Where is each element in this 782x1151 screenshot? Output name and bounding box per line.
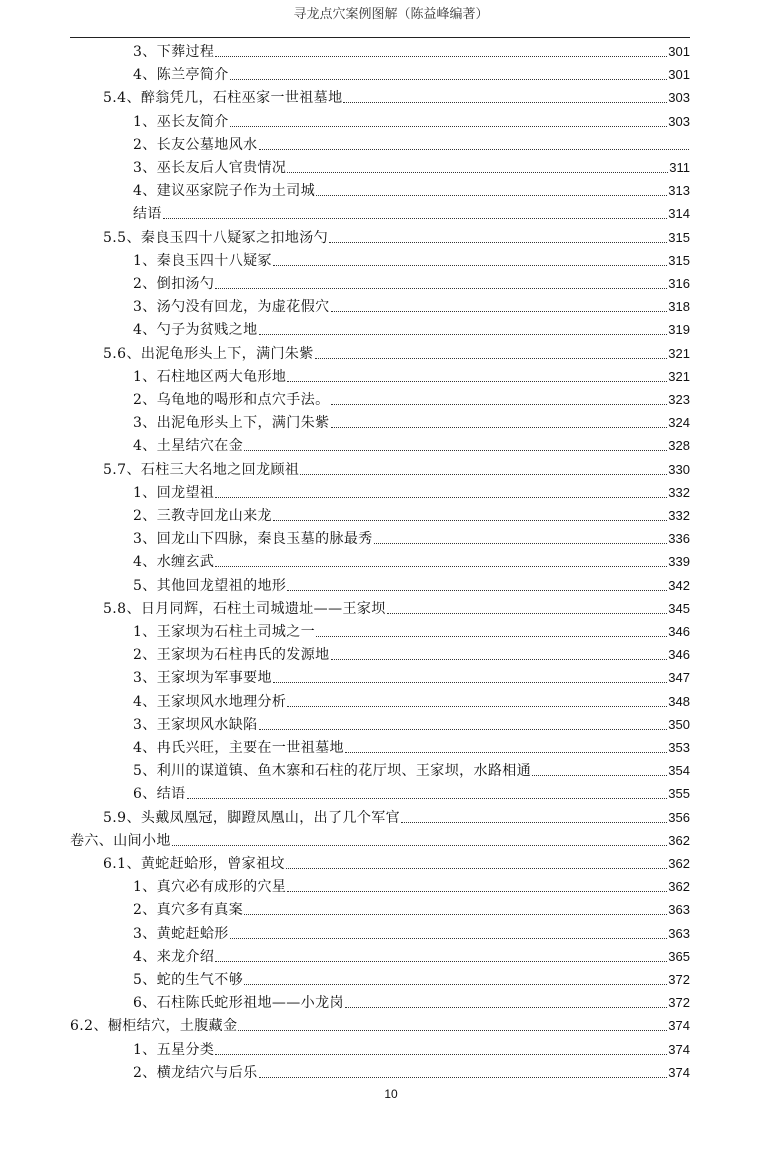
toc-leader-dots xyxy=(259,334,668,335)
toc-entry-page: 342 xyxy=(668,577,690,593)
toc-entry-title: 5.5、秦良玉四十八疑冢之扣地汤勺 xyxy=(103,229,329,246)
toc-entry-title: 3、王家坝为军事要地 xyxy=(133,670,272,687)
toc-leader-dots xyxy=(374,543,668,544)
toc-entry-title: 5.4、醉翁凭几，石柱巫家一世祖墓地 xyxy=(103,90,343,107)
toc-leader-dots xyxy=(273,682,667,683)
toc-entry[interactable] xyxy=(133,780,690,803)
toc-entry-page: 355 xyxy=(668,786,690,802)
toc-entry[interactable] xyxy=(133,502,690,525)
toc-entry-title: 2、乌龟地的喝形和点穴手法。 xyxy=(133,392,330,408)
toc-leader-dots xyxy=(259,1077,668,1078)
toc-entry-page: 348 xyxy=(668,693,690,709)
toc-entry-title: 1、王家坝为石柱土司城之一 xyxy=(133,624,316,640)
toc-entry[interactable] xyxy=(133,548,690,571)
toc-entry[interactable] xyxy=(133,61,690,84)
toc-entry-title: 6.2、橱柜结穴，土腹藏金 xyxy=(70,1018,238,1035)
toc-entry-title: 5、利川的谋道镇、鱼木寨和石柱的花厅坝、王家坝，水路相通 xyxy=(133,763,532,780)
toc-leader-dots xyxy=(345,752,667,753)
toc-entry-title: 5、其他回龙望祖的地形 xyxy=(133,577,287,594)
toc-entry-title: 结语 xyxy=(133,206,162,223)
toc-entry-page: 324 xyxy=(668,415,690,431)
toc-leader-dots xyxy=(215,961,667,962)
toc-entry-page: 321 xyxy=(668,345,690,361)
toc-entry-title: 1、回龙望祖 xyxy=(133,484,215,501)
toc-entry-title: 6、石柱陈氏蛇形祖地——小龙岗 xyxy=(133,995,344,1012)
toc-entry-page: 332 xyxy=(668,508,690,523)
toc-entry[interactable] xyxy=(133,108,690,131)
toc-leader-dots xyxy=(215,1054,667,1055)
toc-entry-page: 303 xyxy=(668,90,690,106)
toc-leader-dots xyxy=(187,798,668,799)
toc-leader-dots xyxy=(316,636,667,637)
toc-entry-page: 362 xyxy=(668,856,690,871)
toc-entry-page: 318 xyxy=(668,299,690,315)
toc-entry-page: 350 xyxy=(668,716,690,732)
toc-leader-dots xyxy=(215,56,667,57)
toc-entry-title: 5、蛇的生气不够 xyxy=(133,972,244,988)
toc-entry-page: 362 xyxy=(668,879,690,895)
toc-entry-title: 1、巫长友简介 xyxy=(133,113,229,130)
toc-entry-page: 319 xyxy=(668,322,690,338)
toc-entry-page: 372 xyxy=(668,972,690,987)
toc-leader-dots xyxy=(215,566,667,567)
toc-leader-dots xyxy=(230,938,668,939)
toc-leader-dots xyxy=(331,311,668,312)
toc-leader-dots xyxy=(230,126,668,127)
toc-leader-dots xyxy=(287,172,668,173)
toc-entry-title: 3、黄蛇赶蛤形 xyxy=(133,925,229,942)
toc-entry[interactable] xyxy=(133,131,690,154)
toc-entry[interactable] xyxy=(133,525,690,548)
toc-entry-page: 323 xyxy=(668,392,690,407)
toc-entry[interactable] xyxy=(70,1012,690,1035)
toc-leader-dots xyxy=(238,1030,667,1031)
toc-entry[interactable] xyxy=(133,293,690,316)
toc-leader-dots xyxy=(387,613,668,614)
toc-entry[interactable] xyxy=(133,896,690,919)
page-header: 寻龙点穴案例图解（陈益峰编著） xyxy=(293,7,489,22)
toc-entry-title: 2、长友公墓地风水 xyxy=(133,136,258,153)
toc-entry-page: 303 xyxy=(668,113,690,129)
toc-leader-dots xyxy=(316,195,667,196)
toc-entry-title: 4、陈兰亭简介 xyxy=(133,67,229,84)
toc-entry-page: 372 xyxy=(668,995,690,1011)
toc-entry[interactable] xyxy=(103,456,690,479)
toc-entry-page: 301 xyxy=(668,44,690,59)
toc-entry[interactable] xyxy=(103,804,690,827)
toc-entry-page: 346 xyxy=(668,624,690,639)
toc-entry-title: 1、石柱地区两大龟形地 xyxy=(133,368,287,385)
toc-entry-page: 374 xyxy=(668,1018,690,1034)
toc-entry-title: 3、汤勺没有回龙，为虚花假穴 xyxy=(133,299,330,316)
toc-entry-title: 6、结语 xyxy=(133,786,186,803)
toc-entry-page: 354 xyxy=(668,763,690,779)
toc-leader-dots xyxy=(244,450,667,451)
toc-entry[interactable] xyxy=(133,432,690,455)
toc-entry[interactable] xyxy=(133,873,690,896)
toc-entry-page: 347 xyxy=(668,670,690,686)
toc-entry-title: 2、倒扣汤勺 xyxy=(133,276,215,292)
toc-entry-title: 1、秦良玉四十八疑冢 xyxy=(133,252,272,269)
toc-entry-title: 5.8、日月同辉，石柱土司城遗址——王家坝 xyxy=(103,600,386,617)
toc-entry[interactable] xyxy=(133,38,690,61)
toc-entry-page: 328 xyxy=(668,438,690,454)
toc-entry-page: 374 xyxy=(668,1064,690,1080)
toc-leader-dots xyxy=(259,149,689,150)
toc-leader-dots xyxy=(287,590,667,591)
toc-entry-title: 1、五星分类 xyxy=(133,1041,215,1058)
toc-entry-page: 314 xyxy=(668,206,690,222)
toc-leader-dots xyxy=(401,822,667,823)
toc-leader-dots xyxy=(331,427,668,428)
toc-entry-page: 353 xyxy=(668,740,690,755)
toc-leader-dots xyxy=(287,706,667,707)
toc-entry[interactable] xyxy=(133,757,690,780)
toc-entry[interactable] xyxy=(133,664,690,687)
toc-entry-page: 332 xyxy=(668,484,690,500)
toc-entry[interactable] xyxy=(133,1059,690,1082)
toc-entry[interactable] xyxy=(133,711,690,734)
toc-entry-page: 346 xyxy=(668,647,690,663)
toc-leader-dots xyxy=(286,868,667,869)
toc-leader-dots xyxy=(215,288,667,289)
toc-entry[interactable] xyxy=(133,363,690,386)
toc-entry-page: 315 xyxy=(668,252,690,268)
toc-leader-dots xyxy=(230,79,668,80)
toc-entry[interactable] xyxy=(133,641,690,664)
toc-entry-page: 365 xyxy=(668,948,690,964)
toc-entry-title: 4、土星结穴在金 xyxy=(133,438,244,455)
toc-leader-dots xyxy=(287,891,667,892)
toc-entry[interactable] xyxy=(133,386,690,409)
toc-entry[interactable] xyxy=(70,827,690,850)
toc-entry-title: 1、真穴必有成形的穴星 xyxy=(133,879,287,896)
toc-entry[interactable] xyxy=(103,850,690,873)
toc-entry[interactable] xyxy=(133,409,690,432)
toc-entry-title: 3、下葬过程 xyxy=(133,44,215,60)
toc-leader-dots xyxy=(273,265,667,266)
toc-entry[interactable] xyxy=(133,177,690,200)
toc-entry-page: 321 xyxy=(668,368,690,384)
toc-entry-title: 2、横龙结穴与后乐 xyxy=(133,1064,258,1081)
toc-entry-page: 315 xyxy=(668,229,690,245)
toc-entry-page: 363 xyxy=(668,902,690,918)
toc-entry[interactable] xyxy=(133,943,690,966)
toc-leader-dots xyxy=(315,358,668,359)
toc-entry-page: 363 xyxy=(668,925,690,941)
toc-entry-title: 5.9、头戴凤凰冠，脚蹬凤凰山，出了几个军官 xyxy=(103,809,401,826)
toc-leader-dots xyxy=(345,1007,667,1008)
toc-entry-page: 374 xyxy=(668,1041,690,1057)
toc-leader-dots xyxy=(287,381,667,382)
toc-entry[interactable] xyxy=(133,479,690,502)
toc-entry[interactable] xyxy=(103,224,690,247)
toc-leader-dots xyxy=(331,659,668,660)
toc-entry[interactable] xyxy=(133,1036,690,1059)
toc-entry-page: 362 xyxy=(668,832,690,848)
toc-entry-title: 4、建议巫家院子作为土司城 xyxy=(133,183,316,200)
toc-entry[interactable] xyxy=(103,84,690,107)
toc-leader-dots xyxy=(259,729,668,730)
toc-entry-title: 5.7、石柱三大名地之回龙顾祖 xyxy=(103,461,300,478)
toc-entry-title: 2、真穴多有真案 xyxy=(133,902,244,919)
toc-leader-dots xyxy=(244,914,667,915)
toc-entry-title: 3、巫长友后人官贵情况 xyxy=(133,160,287,176)
toc-entry-title: 3、出泥龟形头上下，满门朱紫 xyxy=(133,415,330,432)
toc-entry[interactable] xyxy=(103,340,690,363)
toc-entry[interactable] xyxy=(133,734,690,757)
toc-entry-title: 4、王家坝风水地理分析 xyxy=(133,693,287,710)
toc-leader-dots xyxy=(331,404,668,405)
toc-leader-dots xyxy=(163,218,667,219)
toc-entry[interactable] xyxy=(133,688,690,711)
toc-entry-page: 301 xyxy=(668,67,690,83)
toc-leader-dots xyxy=(300,474,667,475)
toc-entry-title: 4、勺子为贫贱之地 xyxy=(133,322,258,339)
toc-leader-dots xyxy=(244,984,667,985)
toc-entry-page: 339 xyxy=(668,554,690,570)
toc-entry[interactable] xyxy=(133,247,690,270)
toc-entry-page: 356 xyxy=(668,809,690,825)
toc-entry-page: 330 xyxy=(668,461,690,477)
toc-entry[interactable] xyxy=(133,154,690,177)
toc-entry-title: 5.6、出泥龟形头上下，满门朱紫 xyxy=(103,345,314,362)
toc-entry-page: 336 xyxy=(668,531,690,547)
toc-entry[interactable] xyxy=(133,966,690,989)
toc-entry[interactable] xyxy=(133,316,690,339)
toc-entry-title: 3、回龙山下四脉，秦良玉墓的脉最秀 xyxy=(133,531,373,548)
toc-entry-page: 311 xyxy=(669,160,690,175)
toc-leader-dots xyxy=(532,775,667,776)
toc-leader-dots xyxy=(172,845,667,846)
toc-entry-title: 4、来龙介绍 xyxy=(133,948,215,965)
toc-entry-title: 4、水缠玄武 xyxy=(133,554,215,571)
toc-entry[interactable] xyxy=(133,618,690,641)
toc-entry[interactable] xyxy=(103,595,690,618)
toc-entry[interactable] xyxy=(133,572,690,595)
toc-entry-title: 3、王家坝风水缺陷 xyxy=(133,716,258,733)
toc-entry-title: 2、三教寺回龙山来龙 xyxy=(133,508,272,524)
toc-leader-dots xyxy=(343,102,667,103)
toc-leader-dots xyxy=(215,497,667,498)
toc-entry-title: 4、冉氏兴旺，主要在一世祖墓地 xyxy=(133,740,344,756)
toc-entry[interactable] xyxy=(133,920,690,943)
page-number: 10 xyxy=(384,1087,398,1101)
toc-entry-page: 313 xyxy=(668,183,690,199)
toc-entry-title: 6.1、黄蛇赶蛤形，曾家祖坟 xyxy=(103,856,285,872)
toc-leader-dots xyxy=(329,242,667,243)
toc-entry-title: 卷六、山间小地 xyxy=(70,832,171,849)
toc-entry-title: 2、王家坝为石柱冉氏的发源地 xyxy=(133,647,330,664)
toc-entry[interactable] xyxy=(133,989,690,1012)
toc-entry[interactable] xyxy=(133,200,690,223)
toc-entry[interactable] xyxy=(133,270,690,293)
toc-entry-page: 316 xyxy=(668,276,690,291)
toc-entry-page: 345 xyxy=(668,600,690,616)
toc-leader-dots xyxy=(273,520,667,521)
